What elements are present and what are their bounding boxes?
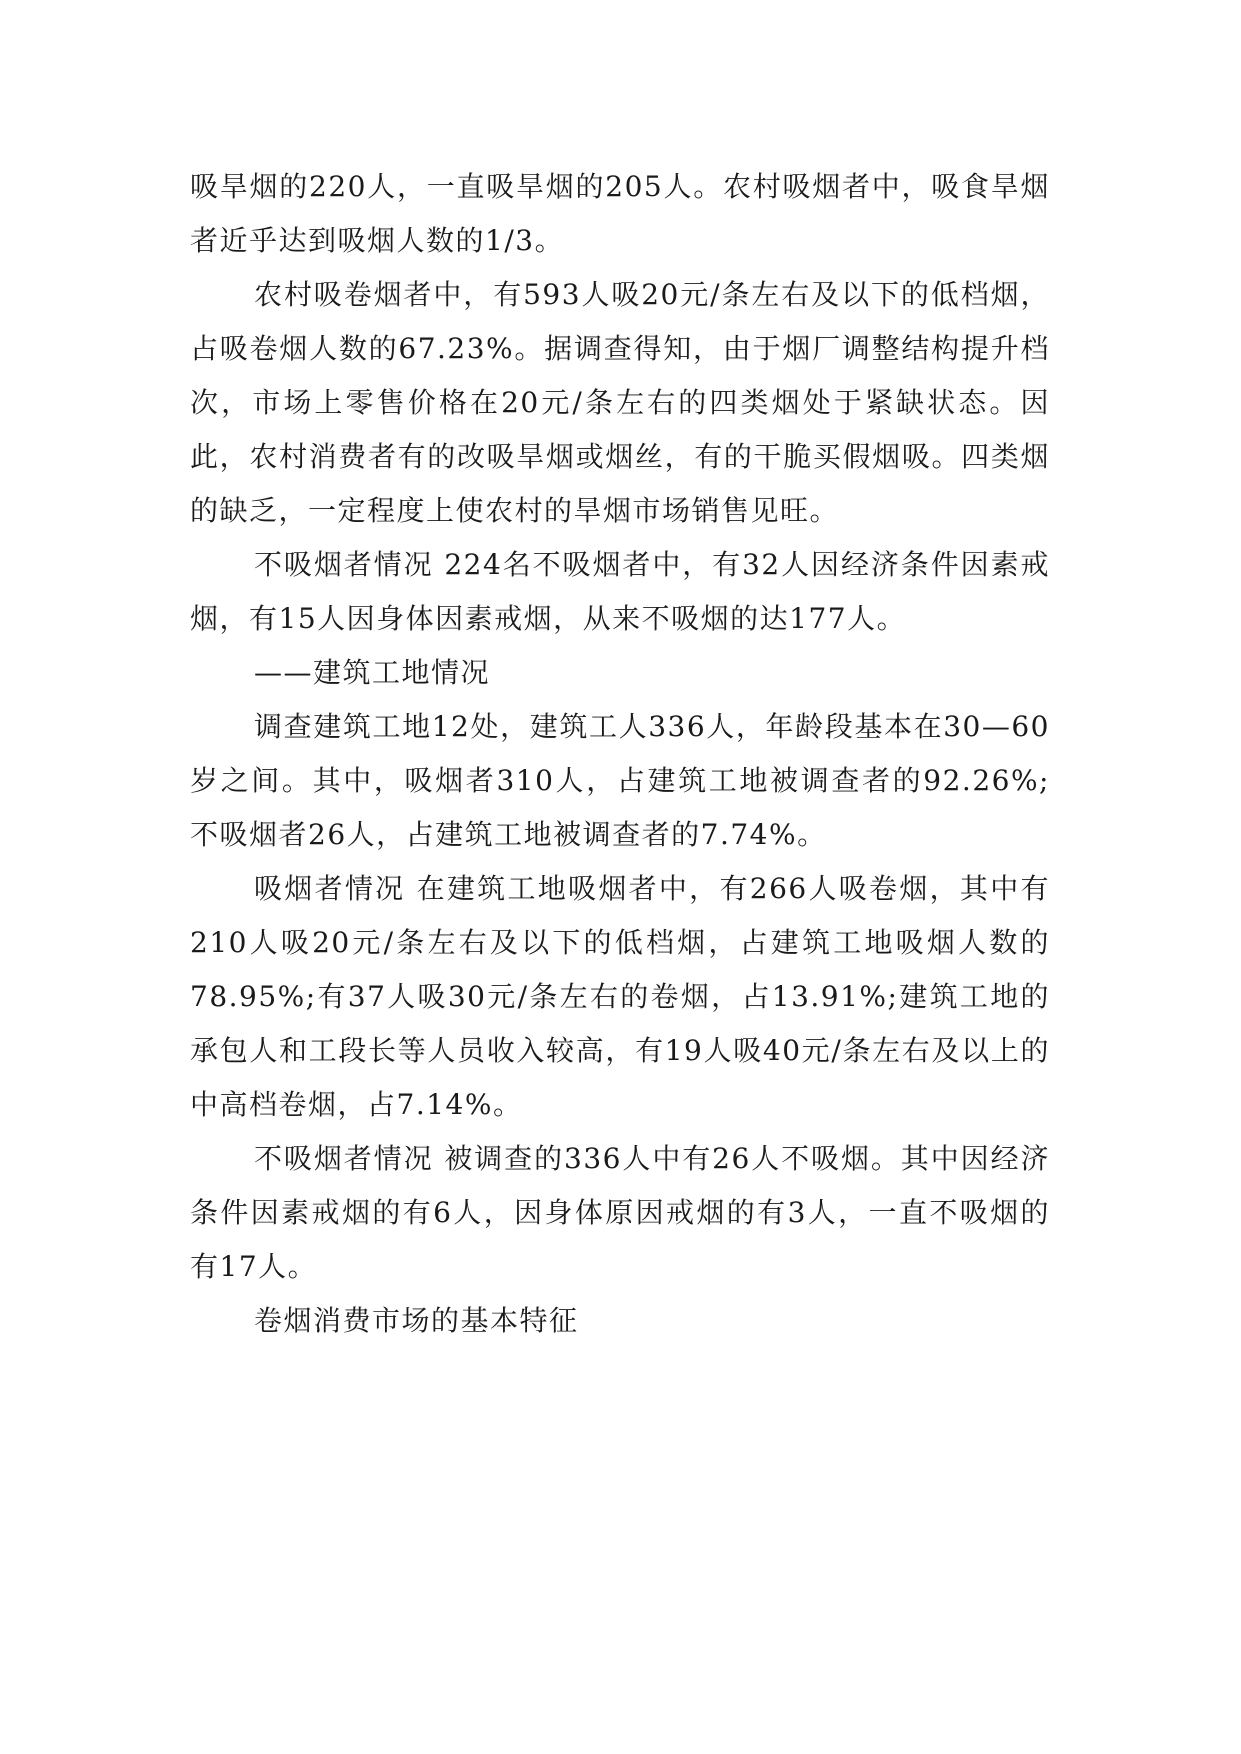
paragraph-rural-cigarette-smokers: 农村吸卷烟者中，有593人吸20元/条左右及以下的低档烟，占吸卷烟人数的67.23%。据调查得知，由于烟厂调整结构提升档次，市场上零售价格在20元/条左右的四类烟处于紧缺状态。因此，农村消费者有的改吸旱烟或烟丝，有的干脆买假烟吸。四类烟的缺乏，一定程度上使农村的旱烟市场销售见旺。: [190, 278, 1050, 527]
document-body: [190, 160, 1050, 1348]
section-heading-construction-sites: ——建筑工地情况: [254, 656, 491, 689]
section-heading-market-features: 卷烟消费市场的基本特征: [254, 1304, 579, 1337]
paragraph-rural-non-smokers: 不吸烟者情况 224名不吸烟者中，有32人因经济条件因素戒烟，有15人因身体因素戒烟，从来不吸烟的达177人。: [190, 548, 1050, 635]
paragraph-construction-non-smokers: 不吸烟者情况 被调查的336人中有26人不吸烟。其中因经济条件因素戒烟的有6人，因身体原因戒烟的有3人，一直不吸烟的有17人。: [190, 1142, 1050, 1283]
paragraph-rural-pipe-smokers: 吸旱烟的220人，一直吸旱烟的205人。农村吸烟者中，吸食旱烟者近乎达到吸烟人数的1/3。: [190, 170, 1050, 257]
paragraph-construction-smokers: 吸烟者情况 在建筑工地吸烟者中，有266人吸卷烟，其中有210人吸20元/条左右及以下的低档烟，占建筑工地吸烟人数的78.95%;有37人吸30元/条左右的卷烟，占13.91%;建筑工地的承包人和工段长等人员收入较高，有19人吸40元/条左右及以上的中高档卷烟，占7.14%。: [190, 872, 1050, 1121]
paragraph-construction-survey: 调查建筑工地12处，建筑工人336人，年龄段基本在30—60岁之间。其中，吸烟者310人，占建筑工地被调查者的92.26%;不吸烟者26人，占建筑工地被调查者的7.74%。: [190, 710, 1050, 851]
